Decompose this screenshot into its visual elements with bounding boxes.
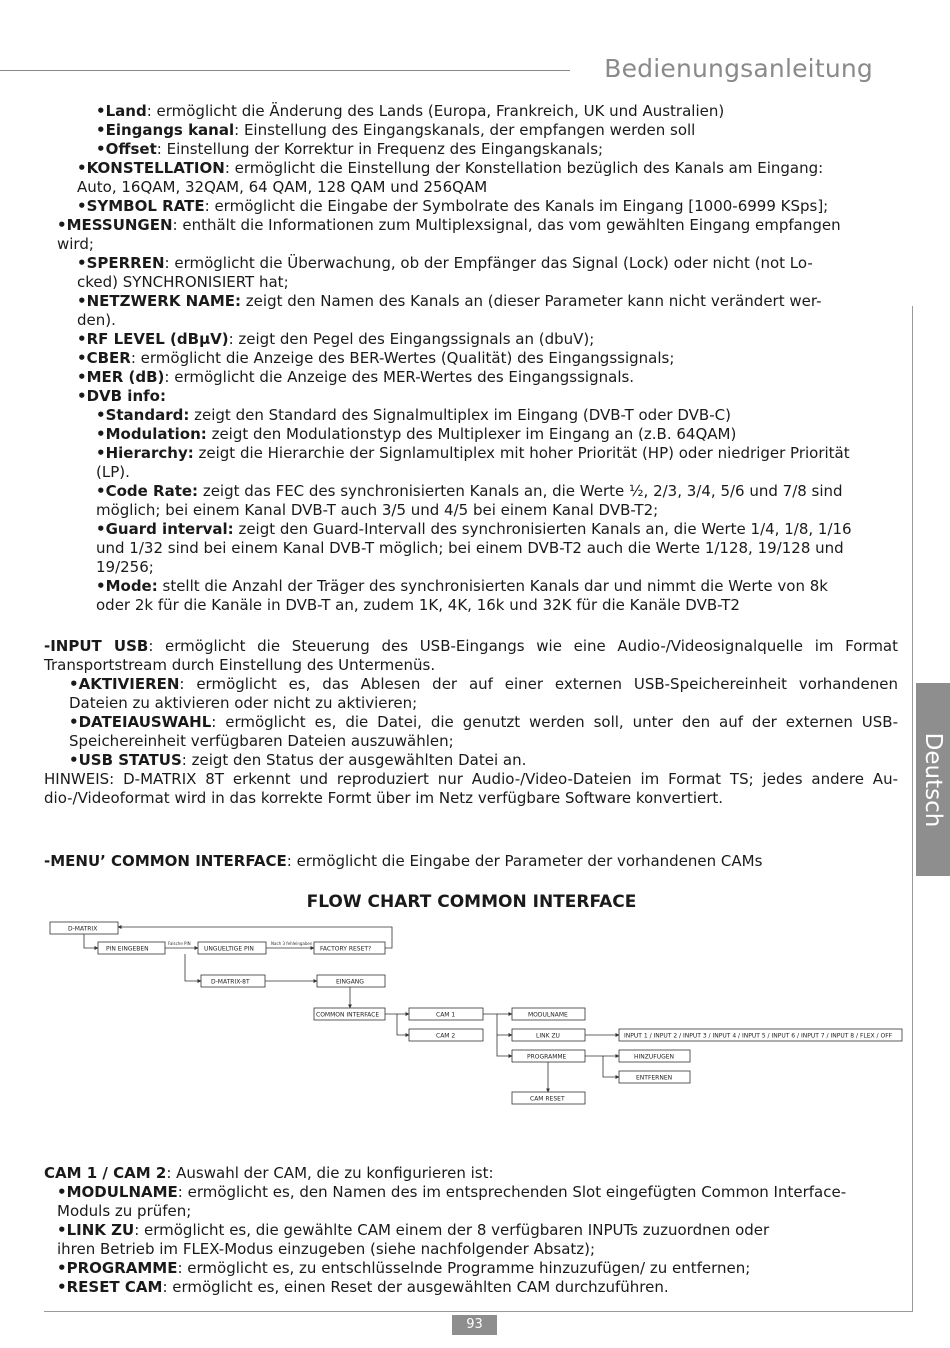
flow-box-dmatrix xyxy=(50,922,118,934)
svg-text:FACTORY RESET?: FACTORY RESET? xyxy=(320,945,372,953)
flow-box-cam1 xyxy=(409,1008,483,1020)
text-line: •USB STATUS: zeigt den Status der ausgewählten Datei an. xyxy=(69,751,527,769)
header-rule xyxy=(0,70,570,71)
svg-text:PROGRAMME: PROGRAMME xyxy=(527,1053,567,1061)
text-line: (LP). xyxy=(96,463,130,481)
svg-text:COMMON INTERFACE: COMMON INTERFACE xyxy=(316,1011,380,1019)
svg-text:INPUT 1 / INPUT 2 / INPUT 3 /: INPUT 1 / INPUT 2 / INPUT 3 / INPUT 4 / INPUT 5 / INPUT 6 / INPUT 7 / INPUT 8 / FLEX / OFF xyxy=(624,1032,893,1040)
text-line: •Mode: stellt die Anzahl der Träger des synchronisierten Kanals dar und nimmt die Werte von 8k xyxy=(96,577,828,595)
text-line: dio-/Videoformat wird in das korrekte Formt über im Netz verfügbare Software konvertiert. xyxy=(44,789,724,807)
svg-text:MODULNAME: MODULNAME xyxy=(528,1011,568,1019)
flow-box-entfernen xyxy=(619,1071,690,1083)
text-line: •Guard interval: zeigt den Guard-Intervall des synchronisierten Kanals an, die Werte 1/4, 1/8, 1/16 xyxy=(96,520,852,538)
text-line: wird; xyxy=(57,235,94,253)
svg-text:HINZUFUGEN: HINZUFUGEN xyxy=(634,1053,675,1061)
text-line: •DVB info: xyxy=(77,387,166,405)
text-line: •RF LEVEL (dBµV): zeigt den Pegel des Eingangssignals an (dbuV); xyxy=(77,330,595,348)
flow-box-link-zu xyxy=(512,1029,585,1041)
text-line: Dateien zu aktivieren oder nicht zu aktivieren; xyxy=(69,694,418,712)
text-line: ihren Betrieb im FLEX-Modus einzugeben (siehe nachfolgender Absatz); xyxy=(57,1240,596,1258)
text-line: Moduls zu prüfen; xyxy=(57,1202,192,1220)
flow-box-modulname xyxy=(512,1008,585,1020)
flow-box-common-interface xyxy=(314,1008,385,1020)
language-tab-label: Deutsch xyxy=(920,732,946,827)
page-header-title: Bedienungsanleitung xyxy=(604,54,873,83)
text-line: •SPERREN: ermöglicht die Überwachung, ob der Empfänger das Signal (Lock) oder nicht (not Lo- xyxy=(77,254,813,272)
svg-text:CAM 2: CAM 2 xyxy=(436,1032,456,1040)
flowchart-title: FLOW CHART COMMON INTERFACE xyxy=(306,892,637,912)
text-line: 19/256; xyxy=(96,558,154,576)
text-line: •NETZWERK NAME: zeigt den Namen des Kanals an (dieser Parameter kann nicht verändert wer- xyxy=(77,292,822,310)
text-line: HINWEIS: D-MATRIX 8T erkennt und reproduziert nur Audio-/Video-Dateien im Format TS; jedes andere Au- xyxy=(44,770,898,788)
flow-box-dmatrix-8t xyxy=(201,975,265,987)
text-line: •MER (dB): ermöglicht die Anzeige des MER-Wertes des Eingangssignals. xyxy=(77,368,635,386)
text-line: •Land: ermöglicht die Änderung des Lands (Europa, Frankreich, UK und Australien) xyxy=(96,102,725,120)
text-line: •LINK ZU: ermöglicht es, die gewählte CAM einem der 8 verfügbaren INPUTs zuzuordnen oder xyxy=(57,1221,770,1239)
text-line: den). xyxy=(77,311,116,329)
text-line: •CBER: ermöglicht die Anzeige des BER-Wertes (Qualität) des Eingangssignals; xyxy=(77,349,675,367)
text-line: Speichereinheit verfügbaren Dateien auszuwählen; xyxy=(69,732,454,750)
arrow-label-nach-3: Nach 3 fehleingaben xyxy=(271,941,313,946)
bottom-rule xyxy=(44,1311,913,1312)
text-line: cked) SYNCHRONISIERT hat; xyxy=(77,273,289,291)
flowchart xyxy=(0,915,950,1115)
text-line: •RESET CAM: ermöglicht es, einen Reset der ausgewählten CAM durchzuführen. xyxy=(57,1278,669,1296)
svg-text:UNGUELTIGE PIN: UNGUELTIGE PIN xyxy=(204,945,254,953)
flow-box-factory-reset xyxy=(314,942,385,954)
svg-text:CAM RESET: CAM RESET xyxy=(530,1095,565,1103)
text-line: •DATEIAUSWAHL: ermöglicht es, die Datei, die genutzt werden soll, unter den auf der externen USB- xyxy=(69,713,898,731)
text-line: und 1/32 sind bei einem Kanal DVB-T möglich; bei einem DVB-T2 auch die Werte 1/128, 19/128 und xyxy=(96,539,844,557)
flow-box-inputs xyxy=(619,1029,902,1041)
text-line: •Code Rate: zeigt das FEC des synchronisierten Kanals an, die Werte ½, 2/3, 3/4, 5/6 und 7/8 sind xyxy=(96,482,843,500)
svg-text:ENTFERNEN: ENTFERNEN xyxy=(636,1074,673,1082)
flow-box-pin xyxy=(98,942,165,954)
text-line: •Eingangs kanal: Einstellung des Eingangskanals, der empfangen werden soll xyxy=(96,121,696,139)
svg-text:EINGANG: EINGANG xyxy=(336,978,364,986)
svg-text:LINK ZU: LINK ZU xyxy=(536,1032,560,1040)
text-line: •Hierarchy: zeigt die Hierarchie der Signlamultiplex mit hoher Priorität (HP) oder niedriger Priorität xyxy=(96,444,850,462)
text-line: -INPUT USB: ermöglicht die Steuerung des USB-Eingangs wie eine Audio-/Videosignalquelle im Format xyxy=(44,637,899,655)
flow-box-wrong-pin xyxy=(198,942,266,954)
text-line: CAM 1 / CAM 2: Auswahl der CAM, die zu konfigurieren ist: xyxy=(44,1164,494,1182)
flow-box-cam2 xyxy=(409,1029,483,1041)
text-line: •AKTIVIEREN: ermöglicht es, das Ablesen der auf einer externen USB-Speichereinheit vorhandenen xyxy=(69,675,898,693)
right-rule xyxy=(912,306,913,1311)
text-line: oder 2k für die Kanäle in DVB-T an, zudem 1K, 4K, 16k und 32K für die Kanäle DVB-T2 xyxy=(96,596,740,614)
flow-box-hinzufuegen xyxy=(619,1050,690,1062)
text-line: Transportstream durch Einstellung des Untermenüs. xyxy=(44,656,436,674)
text-line: •Offset: Einstellung der Korrektur in Frequenz des Eingangskanals; xyxy=(96,140,604,158)
text-line: •Standard: zeigt den Standard des Signalmultiplex im Eingang (DVB-T oder DVB-C) xyxy=(96,406,731,424)
flow-box-cam-reset xyxy=(512,1092,585,1104)
text-line: Auto, 16QAM, 32QAM, 64 QAM, 128 QAM und 256QAM xyxy=(77,178,488,196)
arrow-label-falsche-pin: Falsche PIN xyxy=(168,941,191,946)
svg-text:CAM 1: CAM 1 xyxy=(436,1011,456,1019)
svg-text:D-MATRIX-8T: D-MATRIX-8T xyxy=(211,978,250,986)
language-tab xyxy=(916,683,950,876)
svg-text:D-MATRIX: D-MATRIX xyxy=(68,925,98,933)
text-line: möglich; bei einem Kanal DVB-T auch 3/5 und 4/5 bei einem Kanal DVB-T2; xyxy=(96,501,659,519)
svg-text:PIN EINGEBEN: PIN EINGEBEN xyxy=(106,945,149,953)
flow-box-programme xyxy=(512,1050,585,1062)
flow-box-eingang xyxy=(317,975,385,987)
text-line: •MESSUNGEN: enthält die Informationen zum Multiplexsignal, das vom gewählten Eingang empfangen xyxy=(57,216,841,234)
text-line: •KONSTELLATION: ermöglicht die Einstellung der Konstellation bezüglich des Kanals am Eingang: xyxy=(77,159,824,177)
text-line: •MODULNAME: ermöglicht es, den Namen des im entsprechenden Slot eingefügten Common Interface- xyxy=(57,1183,847,1201)
text-line: •PROGRAMME: ermöglicht es, zu entschlüsselnde Programme hinzuzufügen/ zu entfernen; xyxy=(57,1259,751,1277)
page-number: 93 xyxy=(452,1315,497,1335)
text-line: -MENU’ COMMON INTERFACE: ermöglicht die Eingabe der Parameter der vorhandenen CAMs xyxy=(44,852,763,870)
text-line: •SYMBOL RATE: ermöglicht die Eingabe der Symbolrate des Kanals im Eingang [1000-6999 KSps]; xyxy=(77,197,829,215)
text-line: •Modulation: zeigt den Modulationstyp des Multiplexer im Eingang an (z.B. 64QAM) xyxy=(96,425,737,443)
